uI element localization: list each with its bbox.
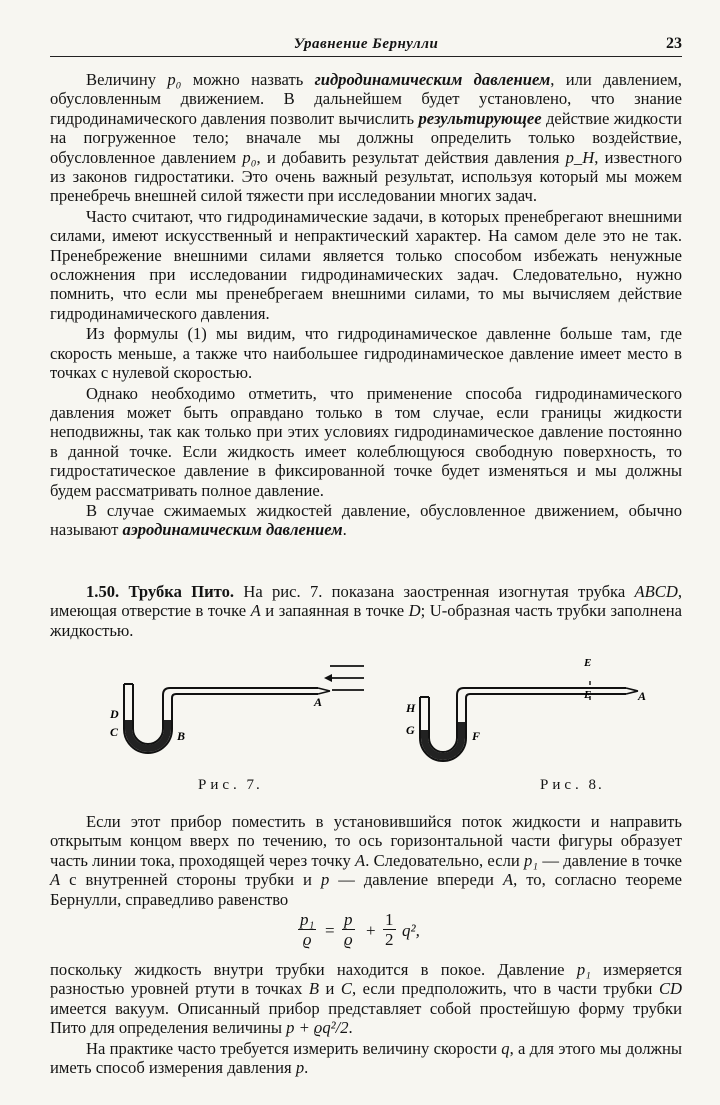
text-run: На практике часто требуется измерить величину скорости [86, 1038, 502, 1058]
math-variable: p_H [565, 147, 595, 167]
math-variable: p₁ [576, 960, 591, 979]
text-run: Если этот прибор поместить в установившийся поток жидкости и направить открытым концом вверх по течению, то ось горизонтальной части фигуры образует часть линии тока, проходящей через точку [50, 812, 682, 870]
math-variable: p [320, 870, 330, 890]
text-run: На рис. 7. показана заостренная изогнутая трубка [234, 582, 635, 601]
flow-arrows [324, 666, 364, 690]
emphasized-term: аэродинамическим давлением [122, 520, 343, 540]
math-variable: A [355, 850, 366, 870]
text-run: можно назвать [181, 70, 315, 89]
math-variable: p + ϱq²/2 [286, 1018, 349, 1038]
figure-7-caption: Рис. 7. [198, 777, 262, 793]
label-G: G [406, 723, 415, 737]
body-text-top [50, 70, 682, 540]
text-run: , если предположить, что в части трубки [352, 979, 659, 999]
bernoulli-equation: $\frac{\text{p₁}}{ϱ}$ = $\frac{p}{ϱ}$ + $\frac{1}{2}$ q², [300, 910, 420, 949]
label-H: H [406, 701, 416, 715]
text-run: . Следовательно, если [365, 850, 524, 870]
math-variable: q [501, 1038, 510, 1058]
text-run: ; U-образная часть трубки заполнена жидкостью. [50, 601, 682, 640]
text-run: с внутренней стороны трубки и [60, 870, 321, 890]
section-paragraph [50, 582, 682, 640]
body-text-bottom [50, 812, 682, 909]
label-D: D [110, 707, 119, 721]
section-1-50 [50, 582, 682, 640]
math-variable: A [502, 870, 514, 890]
math-variable: p [295, 1058, 305, 1078]
pitot-tube-diagram-fig8 [390, 650, 682, 775]
text-run: действие жидкости на погруженное тело; вначале мы должны определить только воздействие, обусловленное давлением [50, 108, 682, 167]
text-run: имеется вакуум. Описанный прибор представляет собой простейшую форму трубки Пито для определения величины [50, 998, 682, 1038]
section-number: 1.50. [86, 582, 120, 601]
figures-row [50, 650, 682, 800]
math-variable: p₀ [242, 147, 257, 167]
text-run: — давление впереди [329, 870, 503, 890]
label-E-top: E [584, 657, 592, 669]
text-run: и [319, 979, 341, 999]
math-variable: p₁ [524, 850, 539, 870]
text-run: , имеющая отверстие в точке [50, 582, 683, 621]
math-variable: ABCD [634, 582, 678, 601]
page-number: 23 [666, 35, 682, 52]
text-run: Однако необходимо отметить, что применение способа гидродинамического давления может быть оправдано только в том случае, если границы жидкости неподвижны, так как только при этих условиях гидродинамическое давление постоянно в данной точке. Если жидкость имеет колеблющуюся свободную поверхность, то гидростатическое давление в фиксированной точке будет изменяться и мы должны будем рассматривать полное давление. [50, 383, 682, 500]
math-variable: A [50, 870, 61, 890]
math-variable: p₀ [167, 70, 182, 89]
text-run: В случае сжимаемых жидкостей давление, обусловленное движением, обычно называют [50, 500, 682, 540]
text-run: , или давлением, обусловленным движением. В дальнейшем будет установлено, что знание гидродинамического давления позволит вычислить [50, 70, 682, 128]
text-run: , а для этого мы должны иметь способ измерения давления [50, 1038, 682, 1078]
paragraph [50, 324, 682, 382]
math-variable: A [250, 601, 261, 621]
paragraph [50, 501, 682, 540]
text-run: . [304, 1058, 309, 1078]
fraction-half: $\frac{1}{2}$ [385, 910, 394, 949]
figure-8-caption: Рис. 8. [540, 777, 604, 793]
fraction-p1-rho: $\frac{\text{p₁}}{ϱ}$ [300, 910, 315, 949]
label-E-bottom: E [584, 689, 592, 701]
text-run: поскольку жидкость внутри трубки находится в покое. Давление [50, 960, 577, 979]
label-A: A [638, 689, 647, 703]
running-head [50, 34, 682, 57]
math-variable: C [340, 979, 352, 999]
text-run: . [342, 520, 347, 540]
text-run: . [348, 1018, 353, 1038]
tube-tip [318, 688, 330, 691]
text-run: , то, согласно теореме Бернулли, справедливо равенство [50, 870, 683, 909]
body-text-final [50, 960, 682, 1077]
text-run: , и добавить результат действия давления [256, 147, 566, 167]
paragraph [50, 70, 682, 206]
text-run: Часто считают, что гидродинамические задачи, в которых пренебрегают внешними силами, имеют искусственный и непрактический характер. На самом деле это не так. Пренебрежение внешними силами является только способом избежать ненужные осложнения при исследовании гидродинамических задач. Следовательно, нужно помнить, что если мы пренебрегаем внешними силами, то мы вычисляем действие гидродинамического давления. [50, 206, 682, 323]
pitot-tube-diagram-fig7 [80, 650, 370, 775]
paragraph [50, 812, 682, 909]
paragraph [50, 960, 682, 1038]
label-F: F [472, 729, 481, 743]
math-variable: D [408, 601, 421, 621]
emphasized-term: гидродинамическим давлением [314, 70, 551, 89]
section-title: Трубка Пито. [128, 582, 235, 601]
text-run: измеряется разностью уровней ртути в точках [50, 960, 682, 999]
label-B: B [177, 729, 186, 743]
fraction-p-rho: $\frac{p}{ϱ}$ [343, 910, 353, 949]
text-run: Из формулы (1) мы видим, что гидродинамическое давленне больше там, где скорость меньше, а также что наибольшее гидродинамическое давление имеет место в точках с нулевой скоростью. [50, 324, 682, 383]
label-C: C [110, 725, 119, 739]
text-run: — давление в точке [538, 850, 682, 870]
emphasized-term: результирующее [418, 108, 542, 128]
text-run: и запаянная в точке [260, 601, 409, 621]
text-run: Величину [86, 70, 168, 89]
figure-8 [390, 650, 682, 793]
text-run: , известного из законов гидростатики. Это очень важный результат, используя который мы можем пренебречь внешней силой тяжести при исследовании многих задач. [50, 147, 683, 206]
math-variable: B [308, 979, 320, 999]
paragraph [50, 207, 682, 323]
paragraph [50, 384, 682, 500]
math-variable: CD [658, 979, 682, 999]
paragraph [50, 1039, 682, 1078]
label-A: A [314, 695, 323, 709]
running-title: Уравнение Бернулли [293, 36, 439, 52]
figure-7 [80, 650, 370, 793]
